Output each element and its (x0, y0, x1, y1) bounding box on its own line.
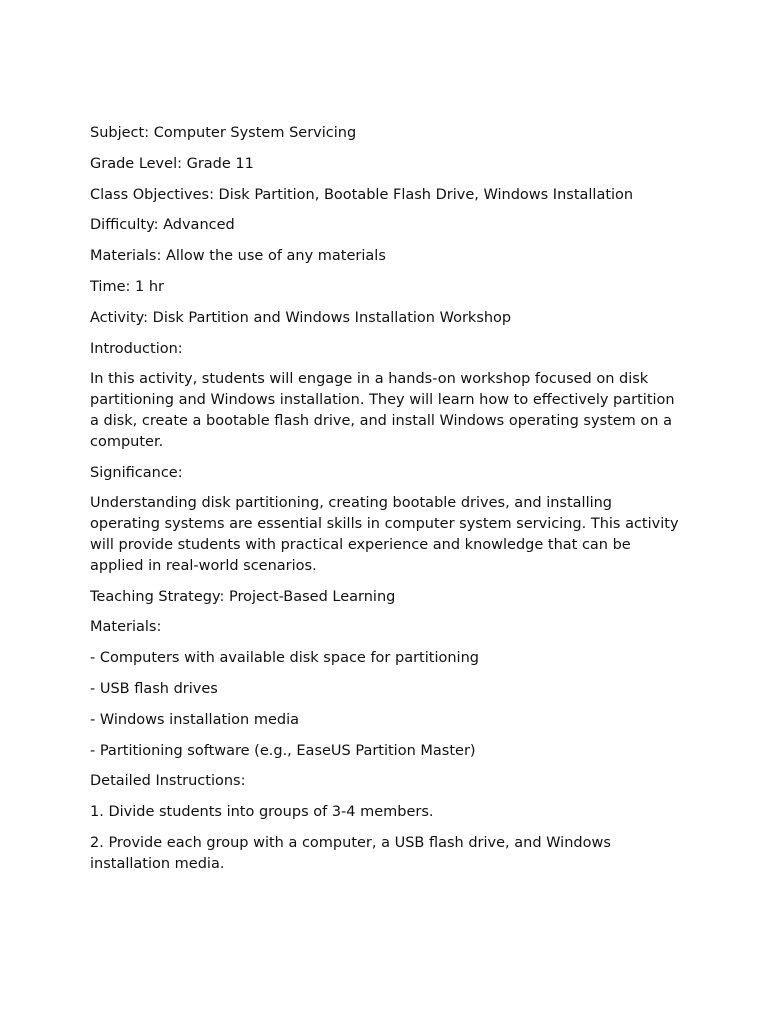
instructions-heading: Detailed Instructions: (90, 773, 246, 790)
activity-line: Activity: Disk Partition and Windows Installation Workshop (90, 309, 512, 326)
materials-heading: Materials: (90, 619, 162, 636)
difficulty-line: Difficulty: Advanced (90, 217, 235, 234)
significance-heading: Significance: (90, 464, 183, 481)
materials-item: - Computers with available disk space for partitioning (90, 650, 479, 667)
time-line: Time: 1 hr (90, 278, 164, 295)
materials-item: - Partitioning software (e.g., EaseUS Partition Master) (90, 742, 476, 759)
instructions-item: 1. Divide students into groups of 3-4 members. (90, 804, 434, 821)
materials-item: - USB flash drives (90, 680, 218, 697)
teaching-strategy-line: Teaching Strategy: Project-Based Learning (90, 588, 396, 605)
introduction-heading: Introduction: (90, 340, 183, 357)
significance-body: Understanding disk partitioning, creating bootable drives, and installing operating systems are essential skills in computer system servicing. This activity will provide students with practical experience and knowledge that can be applied in real-world scenarios. (90, 495, 679, 574)
materials-note-line: Materials: Allow the use of any materials (90, 248, 386, 265)
subject-line: Subject: Computer System Servicing (90, 125, 357, 141)
grade-level-line: Grade Level: Grade 11 (90, 155, 254, 172)
document-page (90, 123, 680, 885)
instructions-item: 2. Provide each group with a computer, a USB flash drive, and Windows installation media. (90, 834, 611, 872)
class-objectives-line: Class Objectives: Disk Partition, Bootable Flash Drive, Windows Installation (90, 186, 634, 203)
materials-item: - Windows installation media (90, 711, 300, 728)
introduction-body: In this activity, students will engage in a hands-on workshop focused on disk partitioning and Windows installation. They will learn how to effectively partition a disk, create a bootable flash drive, and install Windows operating system on a computer. (90, 371, 675, 450)
